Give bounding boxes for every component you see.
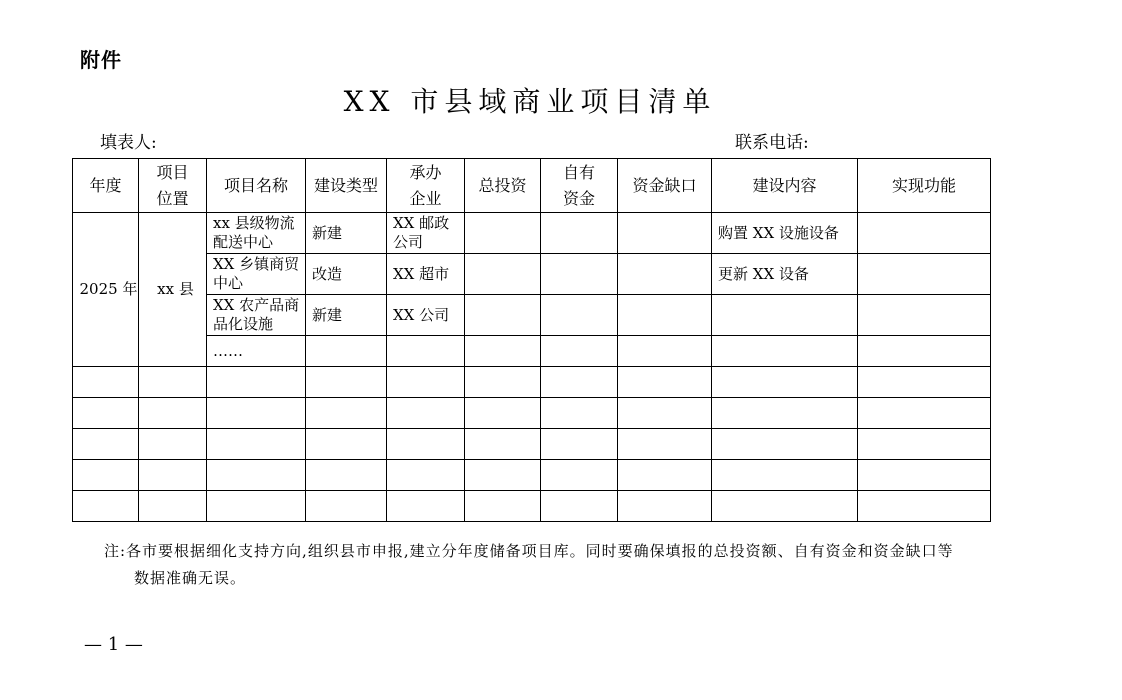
blank-cell [207, 429, 306, 460]
blank-cell [139, 491, 207, 522]
blank-row [73, 491, 991, 522]
footnote-line-2: 数据准确无误。 [134, 569, 247, 587]
blank-cell [465, 460, 541, 491]
blank-cell [465, 429, 541, 460]
header-function: 实现功能 [858, 159, 991, 213]
blank-cell [465, 491, 541, 522]
blank-cell [541, 460, 618, 491]
header-company: 承办 企业 [387, 159, 465, 213]
company-cell: XX 超市 [387, 254, 465, 295]
total-investment-cell [465, 295, 541, 336]
blank-row [73, 460, 991, 491]
phone-label: 联系电话: [735, 133, 809, 153]
build-type-cell: 改造 [306, 254, 387, 295]
function-cell [858, 254, 991, 295]
blank-cell [387, 429, 465, 460]
blank-cell [712, 429, 858, 460]
build-type-cell: 新建 [306, 213, 387, 254]
build-type-cell: 新建 [306, 295, 387, 336]
blank-cell [139, 398, 207, 429]
project-name-cell: XX 乡镇商贸中心 [207, 254, 306, 295]
blank-cell [73, 429, 139, 460]
header-build-type: 建设类型 [306, 159, 387, 213]
blank-cell [73, 460, 139, 491]
blank-cell [712, 460, 858, 491]
blank-cell [858, 491, 991, 522]
blank-cell [712, 367, 858, 398]
blank-cell [618, 398, 712, 429]
blank-cell [306, 491, 387, 522]
ellipsis-cell: …… [207, 336, 306, 367]
blank-cell [306, 429, 387, 460]
year-cell: 2025 年 [73, 213, 139, 367]
blank-cell [387, 398, 465, 429]
total-investment-cell [465, 213, 541, 254]
blank-cell [541, 367, 618, 398]
blank-cell [858, 367, 991, 398]
blank-cell [387, 367, 465, 398]
blank-cell [306, 367, 387, 398]
blank-cell [858, 460, 991, 491]
location-cell: xx 县 [139, 213, 207, 367]
blank-cell [139, 367, 207, 398]
blank-cell [858, 429, 991, 460]
header-funding-gap: 资金缺口 [618, 159, 712, 213]
header-name: 项目名称 [207, 159, 306, 213]
function-cell [858, 213, 991, 254]
blank-cell [306, 398, 387, 429]
company-cell: XX 邮政公司 [387, 213, 465, 254]
footnote [104, 538, 994, 592]
self-funds-cell [541, 213, 618, 254]
funding-gap-cell [618, 254, 712, 295]
blank-cell [858, 398, 991, 429]
self-funds-cell [541, 254, 618, 295]
project-name-cell: xx 县级物流配送中心 [207, 213, 306, 254]
total-investment-cell [465, 254, 541, 295]
header-self-funds: 自有 资金 [541, 159, 618, 213]
content-cell [712, 336, 858, 367]
project-name-cell: XX 农产品商品化设施 [207, 295, 306, 336]
header-content: 建设内容 [712, 159, 858, 213]
blank-cell [306, 460, 387, 491]
funding-gap-cell [618, 336, 712, 367]
blank-cell [465, 398, 541, 429]
content-cell: 更新 XX 设备 [712, 254, 858, 295]
table-row [73, 254, 991, 295]
page-number: — 1 — [84, 634, 143, 655]
table-row [73, 213, 991, 254]
blank-cell [207, 367, 306, 398]
blank-cell [618, 367, 712, 398]
blank-cell [618, 429, 712, 460]
build-type-cell [306, 336, 387, 367]
blank-cell [387, 491, 465, 522]
blank-cell [207, 398, 306, 429]
attachment-label: 附件 [80, 48, 122, 72]
blank-cell [465, 367, 541, 398]
content-cell [712, 295, 858, 336]
function-cell [858, 295, 991, 336]
blank-cell [541, 429, 618, 460]
blank-cell [541, 491, 618, 522]
header-location: 项目 位置 [139, 159, 207, 213]
filler-label: 填表人: [100, 133, 157, 153]
blank-cell [139, 429, 207, 460]
blank-row [73, 367, 991, 398]
blank-row [73, 429, 991, 460]
blank-cell [207, 491, 306, 522]
footnote-line-1: 注:各市要根据细化支持方向,组织县市申报,建立分年度储备项目库。同时要确保填报的总投资额、自有资金和资金缺口等 [104, 542, 954, 560]
blank-cell [387, 460, 465, 491]
table-header-row [73, 159, 991, 213]
document-title: XX 市县域商业项目清单 [343, 85, 717, 118]
function-cell [858, 336, 991, 367]
funding-gap-cell [618, 295, 712, 336]
header-total-investment: 总投资 [465, 159, 541, 213]
blank-cell [618, 491, 712, 522]
header-year: 年度 [73, 159, 139, 213]
company-cell: XX 公司 [387, 295, 465, 336]
company-cell [387, 336, 465, 367]
blank-cell [541, 398, 618, 429]
blank-cell [73, 367, 139, 398]
blank-cell [207, 460, 306, 491]
self-funds-cell [541, 336, 618, 367]
table-row [73, 336, 991, 367]
project-table [72, 158, 991, 522]
content-cell: 购置 XX 设施设备 [712, 213, 858, 254]
funding-gap-cell [618, 213, 712, 254]
table-row [73, 295, 991, 336]
blank-cell [618, 460, 712, 491]
total-investment-cell [465, 336, 541, 367]
blank-cell [73, 398, 139, 429]
blank-row [73, 398, 991, 429]
blank-cell [712, 491, 858, 522]
blank-cell [139, 460, 207, 491]
blank-cell [73, 491, 139, 522]
self-funds-cell [541, 295, 618, 336]
blank-cell [712, 398, 858, 429]
